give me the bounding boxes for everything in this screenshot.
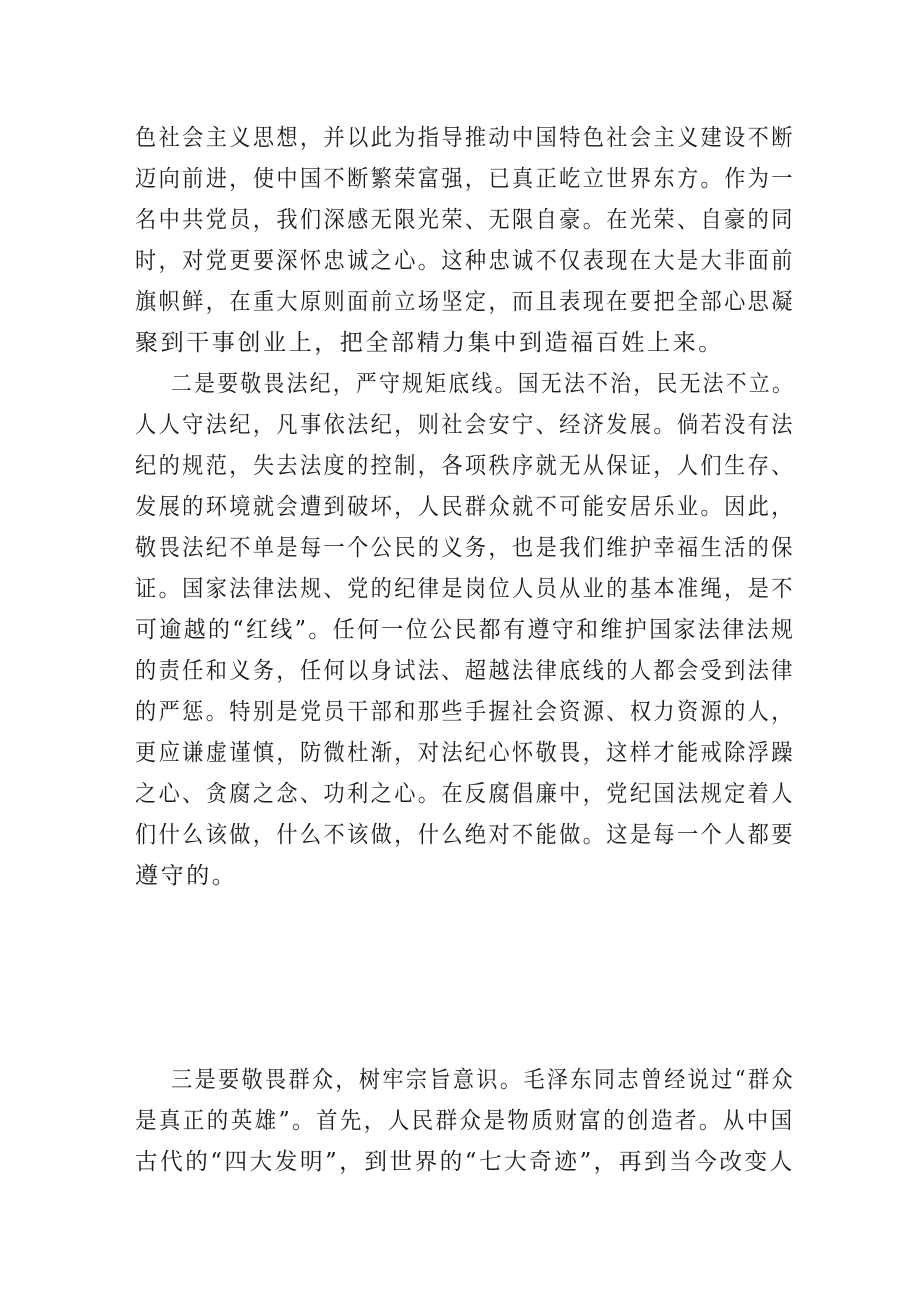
paragraph-line: 迈向前进，使中国不断繁荣富强，已真正屹立世界东方。作为一 — [135, 166, 795, 192]
paragraph-line: 可逾越的“红线”。任何一位公民都有遵守和维护国家法律法规 — [135, 617, 796, 643]
paragraph-line: 时，对党更要深怀忠诚之心。这种忠诚不仅表现在大是大非面前 — [135, 248, 795, 274]
paragraph-line: 人人守法纪，凡事依法纪，则社会安宁、经济发展。倘若没有法 — [135, 412, 795, 438]
paragraph-line: 旗帜鲜，在重大原则面前立场坚定，而且表现在要把全部心思凝 — [135, 289, 795, 315]
paragraph-line: 的严惩。特别是党员干部和那些手握社会资源、权力资源的人， — [135, 699, 795, 725]
paragraph-line: 们什么该做，什么不该做，什么绝对不能做。这是每一个人都要 — [135, 822, 795, 848]
paragraph-line: 的责任和义务，任何以身试法、超越法律底线的人都会受到法律 — [135, 658, 795, 684]
paragraph-line: 聚到干事创业上，把全部精力集中到造福百姓上来。 — [135, 330, 724, 356]
paragraph-line: 证。国家法律法规、党的纪律是岗位人员从业的基本准绳，是不 — [135, 576, 795, 602]
paragraph-line: 古代的“四大发明”，到世界的“七大奇迹”，再到当今改变人 — [135, 1149, 795, 1175]
paragraph-line: 更应谦虚谨慎，防微杜渐，对法纪心怀敬畏，这样才能戒除浮躁 — [135, 740, 795, 766]
paragraph-line: 敬畏法纪不单是每一个公民的义务，也是我们维护幸福生活的保 — [135, 535, 795, 561]
paragraph-line: 是真正的英雄”。首先，人民群众是物质财富的创造者。从中国 — [135, 1108, 795, 1134]
paragraph-line: 色社会主义思想，并以此为指导推动中国特色社会主义建设不断 — [135, 125, 795, 151]
paragraph-line: 三是要敬畏群众，树牢宗旨意识。毛泽东同志曾经说过“群众 — [171, 1067, 795, 1093]
paragraph-line: 发展的环境就会遭到破坏，人民群众就不可能安居乐业。因此， — [135, 494, 795, 520]
paragraph-line: 名中共党员，我们深感无限光荣、无限自豪。在光荣、自豪的同 — [135, 207, 795, 233]
paragraph-line: 之心、贪腐之念、功利之心。在反腐倡廉中，党纪国法规定着人 — [135, 781, 795, 807]
paragraph-line: 纪的规范，失去法度的控制，各项秩序就无从保证，人们生存、 — [135, 453, 795, 479]
paragraph-line: 遵守的。 — [135, 863, 238, 889]
paragraph-line: 二是要敬畏法纪，严守规矩底线。国无法不治，民无法不立。 — [171, 371, 796, 397]
